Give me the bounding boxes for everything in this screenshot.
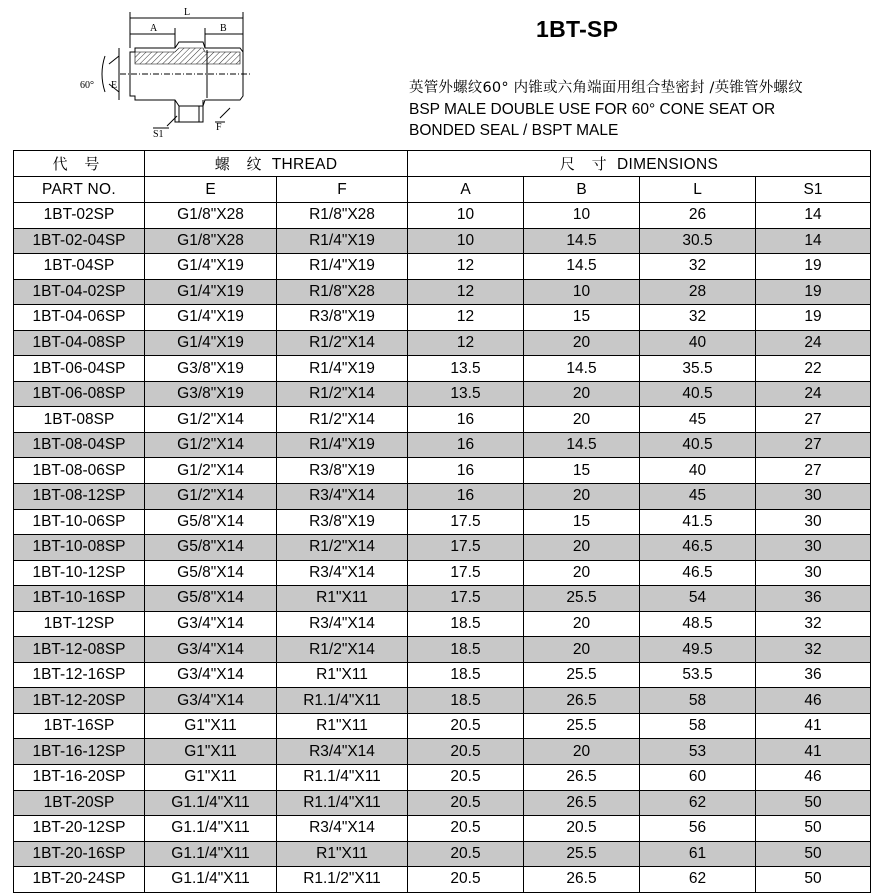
cell-dim-l: 28 <box>640 279 756 305</box>
cell-dim-a: 20.5 <box>408 713 524 739</box>
cell-dim-l: 61 <box>640 841 756 867</box>
cell-dim-l: 54 <box>640 586 756 612</box>
cell-dim-a: 17.5 <box>408 586 524 612</box>
description-english-line2: BONDED SEAL / BSPT MALE <box>409 122 619 139</box>
cell-dim-b: 26.5 <box>524 688 640 714</box>
table-row <box>14 407 871 433</box>
table-row <box>14 841 871 867</box>
cell-thread-e: G3/8"X19 <box>145 381 277 407</box>
cell-dim-s1: 30 <box>756 484 871 510</box>
cell-dim-a: 20.5 <box>408 867 524 893</box>
cell-part-no: 1BT-16-12SP <box>14 739 145 765</box>
cell-part-no: 1BT-06-08SP <box>14 381 145 407</box>
cell-thread-f: R3/8"X19 <box>277 458 408 484</box>
cell-dim-l: 32 <box>640 305 756 331</box>
cell-part-no: 1BT-10-12SP <box>14 560 145 586</box>
cell-thread-e: G1/4"X19 <box>145 279 277 305</box>
cell-dim-a: 17.5 <box>408 560 524 586</box>
cell-thread-e: G1"X11 <box>145 765 277 791</box>
header-col-e: E <box>145 177 277 203</box>
cell-thread-e: G5/8"X14 <box>145 535 277 561</box>
table-row <box>14 254 871 280</box>
cell-dim-a: 10 <box>408 203 524 229</box>
cell-dim-a: 17.5 <box>408 535 524 561</box>
cell-dim-s1: 30 <box>756 560 871 586</box>
cell-thread-f: R1/8"X28 <box>277 203 408 229</box>
cell-dim-s1: 41 <box>756 713 871 739</box>
cell-dim-a: 20.5 <box>408 790 524 816</box>
cell-thread-f: R1.1/4"X11 <box>277 765 408 791</box>
cell-thread-e: G1.1/4"X11 <box>145 816 277 842</box>
cell-thread-f: R1.1/2"X11 <box>277 867 408 893</box>
cell-dim-l: 45 <box>640 484 756 510</box>
cell-dim-b: 15 <box>524 458 640 484</box>
description-english-line1: BSP MALE DOUBLE USE FOR 60° CONE SEAT OR <box>409 101 776 118</box>
cell-dim-s1: 46 <box>756 765 871 791</box>
cell-dim-a: 20.5 <box>408 739 524 765</box>
cell-dim-b: 20 <box>524 739 640 765</box>
cell-dim-a: 16 <box>408 458 524 484</box>
cell-part-no: 1BT-04SP <box>14 254 145 280</box>
cell-dim-s1: 50 <box>756 841 871 867</box>
cell-part-no: 1BT-02-04SP <box>14 228 145 254</box>
table-row <box>14 330 871 356</box>
part-description <box>409 78 869 141</box>
cell-dim-l: 30.5 <box>640 228 756 254</box>
cell-thread-e: G1/8"X28 <box>145 203 277 229</box>
header-code-cn: 代 号 <box>14 151 145 177</box>
table-row <box>14 765 871 791</box>
cell-dim-s1: 50 <box>756 867 871 893</box>
cell-dim-b: 25.5 <box>524 713 640 739</box>
table-row <box>14 432 871 458</box>
cell-dim-s1: 41 <box>756 739 871 765</box>
cell-dim-a: 13.5 <box>408 356 524 382</box>
cell-dim-l: 32 <box>640 254 756 280</box>
cell-dim-b: 20 <box>524 407 640 433</box>
cell-thread-f: R1"X11 <box>277 662 408 688</box>
cell-dim-b: 20 <box>524 381 640 407</box>
table-row <box>14 816 871 842</box>
cell-part-no: 1BT-16SP <box>14 713 145 739</box>
cell-thread-e: G3/4"X14 <box>145 688 277 714</box>
cell-dim-s1: 32 <box>756 637 871 663</box>
drawing-label-s1: S1 <box>153 129 164 140</box>
table-row <box>14 662 871 688</box>
table-row <box>14 356 871 382</box>
dimensions-table <box>13 150 871 893</box>
cell-dim-b: 25.5 <box>524 586 640 612</box>
cell-thread-f: R1/4"X19 <box>277 432 408 458</box>
cell-thread-f: R1/4"X19 <box>277 356 408 382</box>
cell-dim-b: 14.5 <box>524 228 640 254</box>
cell-thread-e: G5/8"X14 <box>145 509 277 535</box>
cell-dim-b: 15 <box>524 509 640 535</box>
cell-dim-a: 20.5 <box>408 765 524 791</box>
table-row <box>14 458 871 484</box>
cell-thread-f: R1/4"X19 <box>277 254 408 280</box>
cell-dim-l: 58 <box>640 713 756 739</box>
header-thread-en: THREAD <box>271 156 338 173</box>
cell-thread-e: G1/2"X14 <box>145 432 277 458</box>
cell-part-no: 1BT-12-08SP <box>14 637 145 663</box>
table-header-row-2 <box>14 177 871 203</box>
cell-dim-a: 20.5 <box>408 816 524 842</box>
cell-dim-b: 10 <box>524 279 640 305</box>
cell-dim-s1: 24 <box>756 381 871 407</box>
drawing-label-b: B <box>220 23 227 34</box>
cell-dim-a: 12 <box>408 254 524 280</box>
cell-dim-s1: 32 <box>756 611 871 637</box>
table-row <box>14 739 871 765</box>
cell-dim-a: 18.5 <box>408 688 524 714</box>
cell-dim-a: 12 <box>408 305 524 331</box>
cell-dim-l: 46.5 <box>640 560 756 586</box>
cell-thread-e: G1/8"X28 <box>145 228 277 254</box>
cell-dim-l: 45 <box>640 407 756 433</box>
cell-dim-l: 53.5 <box>640 662 756 688</box>
cell-dim-b: 26.5 <box>524 790 640 816</box>
header-dims-en: DIMENSIONS <box>616 156 719 173</box>
cell-thread-e: G1/4"X19 <box>145 330 277 356</box>
table-row <box>14 790 871 816</box>
cell-dim-a: 13.5 <box>408 381 524 407</box>
table-row <box>14 509 871 535</box>
cell-dim-b: 20 <box>524 637 640 663</box>
cell-thread-e: G3/4"X14 <box>145 662 277 688</box>
cell-part-no: 1BT-16-20SP <box>14 765 145 791</box>
cell-thread-e: G1/2"X14 <box>145 407 277 433</box>
cell-dim-s1: 36 <box>756 586 871 612</box>
cell-part-no: 1BT-10-16SP <box>14 586 145 612</box>
drawing-label-a: A <box>150 23 158 34</box>
part-title: 1BT-SP <box>536 16 619 42</box>
header-col-s1: S1 <box>756 177 871 203</box>
header-col-a: A <box>408 177 524 203</box>
cell-dim-s1: 46 <box>756 688 871 714</box>
cell-thread-e: G1/4"X19 <box>145 305 277 331</box>
cell-thread-f: R1"X11 <box>277 713 408 739</box>
cell-thread-e: G1.1/4"X11 <box>145 790 277 816</box>
table-row <box>14 586 871 612</box>
cell-thread-f: R1"X11 <box>277 586 408 612</box>
cell-thread-f: R3/8"X19 <box>277 509 408 535</box>
cell-part-no: 1BT-02SP <box>14 203 145 229</box>
table-body <box>14 203 871 893</box>
table-row <box>14 713 871 739</box>
cell-part-no: 1BT-12-20SP <box>14 688 145 714</box>
cell-thread-f: R3/4"X14 <box>277 484 408 510</box>
table-row <box>14 279 871 305</box>
table-header-row-1 <box>14 151 871 177</box>
cell-dim-b: 14.5 <box>524 356 640 382</box>
cell-thread-e: G1/2"X14 <box>145 484 277 510</box>
cell-part-no: 1BT-08-06SP <box>14 458 145 484</box>
table-row <box>14 228 871 254</box>
cell-part-no: 1BT-20-24SP <box>14 867 145 893</box>
cell-dim-b: 26.5 <box>524 765 640 791</box>
cell-dim-l: 56 <box>640 816 756 842</box>
drawing-label-e: E <box>111 80 118 91</box>
drawing-label-l: L <box>184 7 191 18</box>
drawing-label-f: F <box>216 122 222 133</box>
cell-dim-a: 20.5 <box>408 841 524 867</box>
drawing-label-angle: 60° <box>80 80 94 91</box>
cell-part-no: 1BT-04-06SP <box>14 305 145 331</box>
table-row <box>14 867 871 893</box>
cell-dim-s1: 27 <box>756 407 871 433</box>
cell-dim-a: 12 <box>408 330 524 356</box>
cell-dim-a: 18.5 <box>408 611 524 637</box>
cell-dim-b: 20.5 <box>524 816 640 842</box>
table-row <box>14 305 871 331</box>
cell-dim-s1: 50 <box>756 790 871 816</box>
cell-thread-e: G1.1/4"X11 <box>145 841 277 867</box>
cell-thread-e: G3/4"X14 <box>145 637 277 663</box>
cell-thread-f: R1"X11 <box>277 841 408 867</box>
cell-part-no: 1BT-08-12SP <box>14 484 145 510</box>
cell-dim-b: 20 <box>524 330 640 356</box>
cell-part-no: 1BT-12SP <box>14 611 145 637</box>
cell-dim-a: 12 <box>408 279 524 305</box>
cell-thread-e: G5/8"X14 <box>145 560 277 586</box>
cell-thread-f: R1/2"X14 <box>277 330 408 356</box>
cell-dim-s1: 30 <box>756 535 871 561</box>
cell-dim-l: 48.5 <box>640 611 756 637</box>
cell-dim-s1: 19 <box>756 279 871 305</box>
cell-dim-b: 26.5 <box>524 867 640 893</box>
cell-thread-f: R1/4"X19 <box>277 228 408 254</box>
cell-dim-s1: 50 <box>756 816 871 842</box>
header-col-f: F <box>277 177 408 203</box>
cell-dim-l: 53 <box>640 739 756 765</box>
cell-thread-f: R1/2"X14 <box>277 407 408 433</box>
cell-thread-f: R3/4"X14 <box>277 560 408 586</box>
cell-dim-l: 26 <box>640 203 756 229</box>
table-row <box>14 535 871 561</box>
cell-thread-f: R1/2"X14 <box>277 535 408 561</box>
cell-dim-a: 16 <box>408 432 524 458</box>
cell-dim-s1: 36 <box>756 662 871 688</box>
cell-thread-e: G1"X11 <box>145 713 277 739</box>
table-row <box>14 611 871 637</box>
cell-dim-s1: 14 <box>756 228 871 254</box>
cell-dim-b: 25.5 <box>524 841 640 867</box>
cell-dim-s1: 27 <box>756 458 871 484</box>
cell-part-no: 1BT-20-16SP <box>14 841 145 867</box>
cell-thread-e: G3/4"X14 <box>145 611 277 637</box>
cell-dim-l: 49.5 <box>640 637 756 663</box>
cell-dim-l: 35.5 <box>640 356 756 382</box>
cell-thread-e: G1/4"X19 <box>145 254 277 280</box>
header-dimensions <box>408 151 871 177</box>
cell-thread-f: R3/4"X14 <box>277 816 408 842</box>
cell-dim-s1: 22 <box>756 356 871 382</box>
cell-thread-e: G5/8"X14 <box>145 586 277 612</box>
cell-thread-f: R1/8"X28 <box>277 279 408 305</box>
cell-thread-e: G1/2"X14 <box>145 458 277 484</box>
table-row <box>14 688 871 714</box>
header-thread-cn: 螺 纹 <box>214 155 268 173</box>
cell-dim-a: 10 <box>408 228 524 254</box>
cell-dim-l: 62 <box>640 867 756 893</box>
cell-dim-l: 40 <box>640 330 756 356</box>
cell-dim-b: 10 <box>524 203 640 229</box>
cell-dim-l: 40.5 <box>640 432 756 458</box>
cell-dim-l: 46.5 <box>640 535 756 561</box>
cell-dim-l: 60 <box>640 765 756 791</box>
cell-part-no: 1BT-20-12SP <box>14 816 145 842</box>
cell-dim-s1: 19 <box>756 254 871 280</box>
header-dims-cn: 尺 寸 <box>559 155 613 173</box>
header-thread <box>145 151 408 177</box>
cell-thread-f: R3/4"X14 <box>277 611 408 637</box>
cell-dim-a: 16 <box>408 484 524 510</box>
cell-dim-a: 17.5 <box>408 509 524 535</box>
cell-dim-l: 62 <box>640 790 756 816</box>
cell-dim-b: 20 <box>524 611 640 637</box>
cell-dim-a: 18.5 <box>408 662 524 688</box>
cell-dim-b: 14.5 <box>524 432 640 458</box>
cell-thread-f: R1.1/4"X11 <box>277 688 408 714</box>
cell-thread-f: R1/2"X14 <box>277 637 408 663</box>
cell-part-no: 1BT-04-02SP <box>14 279 145 305</box>
cell-dim-b: 20 <box>524 535 640 561</box>
cell-part-no: 1BT-10-06SP <box>14 509 145 535</box>
cell-thread-f: R1.1/4"X11 <box>277 790 408 816</box>
header-col-b: B <box>524 177 640 203</box>
cell-dim-s1: 27 <box>756 432 871 458</box>
table-row <box>14 637 871 663</box>
cell-dim-b: 25.5 <box>524 662 640 688</box>
cell-dim-b: 14.5 <box>524 254 640 280</box>
cell-part-no: 1BT-04-08SP <box>14 330 145 356</box>
cell-part-no: 1BT-06-04SP <box>14 356 145 382</box>
cell-dim-s1: 14 <box>756 203 871 229</box>
fitting-drawing <box>75 4 250 142</box>
cell-dim-s1: 24 <box>756 330 871 356</box>
cell-dim-b: 20 <box>524 560 640 586</box>
header-part-no: PART NO. <box>14 177 145 203</box>
cell-dim-a: 18.5 <box>408 637 524 663</box>
cell-thread-e: G1"X11 <box>145 739 277 765</box>
cell-dim-l: 40.5 <box>640 381 756 407</box>
cell-dim-l: 40 <box>640 458 756 484</box>
cell-thread-e: G1.1/4"X11 <box>145 867 277 893</box>
cell-dim-l: 41.5 <box>640 509 756 535</box>
table-row <box>14 381 871 407</box>
cell-part-no: 1BT-12-16SP <box>14 662 145 688</box>
fitting-drawing-svg <box>75 4 250 142</box>
table-row <box>14 560 871 586</box>
description-chinese: 英管外螺纹60° 内锥或六角端面用组合垫密封 /英锥管外螺纹 <box>409 80 803 96</box>
cell-dim-s1: 30 <box>756 509 871 535</box>
cell-part-no: 1BT-10-08SP <box>14 535 145 561</box>
cell-dim-b: 15 <box>524 305 640 331</box>
cell-thread-f: R3/4"X14 <box>277 739 408 765</box>
cell-dim-l: 58 <box>640 688 756 714</box>
cell-dim-b: 20 <box>524 484 640 510</box>
cell-thread-e: G3/8"X19 <box>145 356 277 382</box>
cell-dim-s1: 19 <box>756 305 871 331</box>
cell-dim-a: 16 <box>408 407 524 433</box>
table-row <box>14 484 871 510</box>
table-row <box>14 203 871 229</box>
cell-part-no: 1BT-08SP <box>14 407 145 433</box>
header-col-l: L <box>640 177 756 203</box>
cell-part-no: 1BT-20SP <box>14 790 145 816</box>
cell-part-no: 1BT-08-04SP <box>14 432 145 458</box>
cell-thread-f: R3/8"X19 <box>277 305 408 331</box>
cell-thread-f: R1/2"X14 <box>277 381 408 407</box>
